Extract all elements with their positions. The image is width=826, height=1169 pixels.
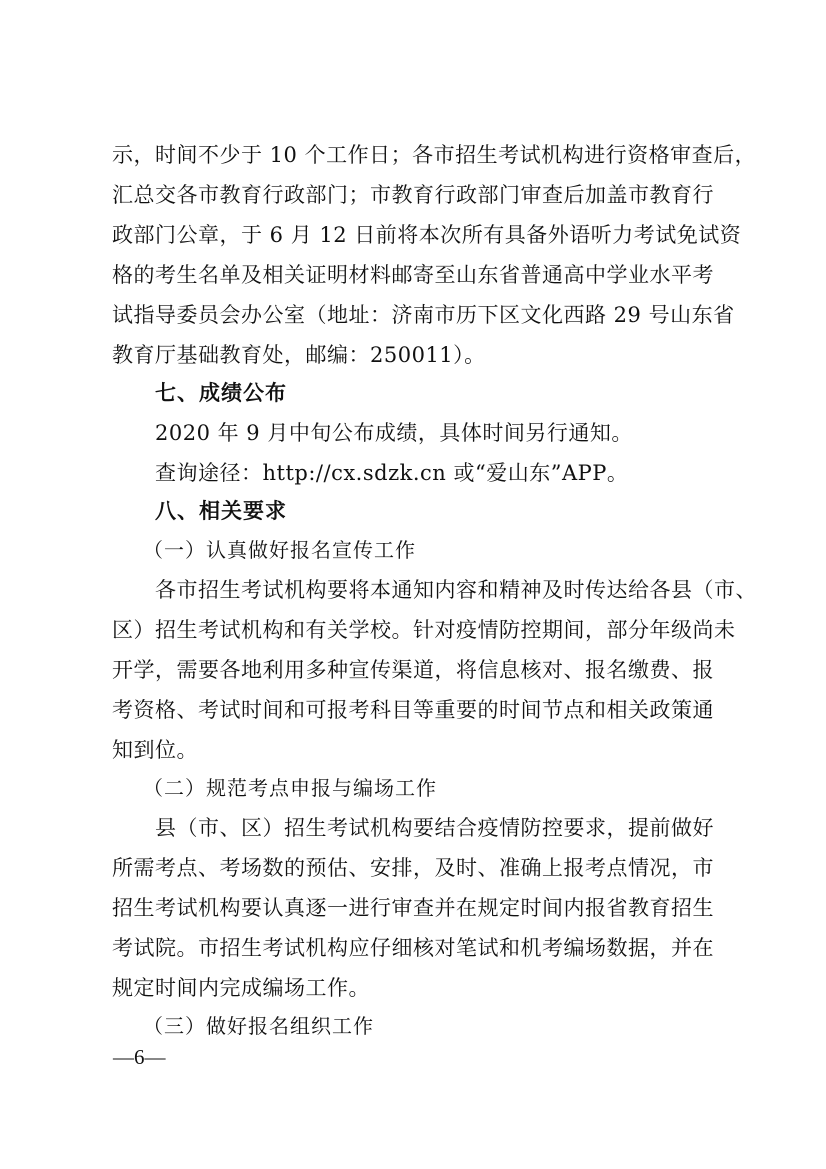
body-text-line: 考资格、考试时间和可报考科目等重要的时间节点和相关政策通 xyxy=(112,698,714,722)
subsection-heading: （三）做好报名组织工作 xyxy=(143,1014,374,1038)
body-text-line: 2020 年 9 月中旬公布成绩，具体时间另行通知。 xyxy=(155,421,633,445)
body-text-line: 示，时间不少于 10 个工作日；各市招生考试机构进行资格审查后， xyxy=(112,143,757,167)
body-text-line: 规定时间内完成编场工作。 xyxy=(112,976,370,1000)
body-text-line: 县（市、区）招生考试机构要结合疫情防控要求，提前做好 xyxy=(155,816,714,840)
subsection-heading: （一）认真做好报名宣传工作 xyxy=(143,538,416,562)
page-number: —6— xyxy=(113,1045,166,1069)
body-text-line: 招生考试机构要认真逐一进行审查并在规定时间内报省教育招生 xyxy=(112,896,714,920)
body-text-line: 汇总交各市教育行政部门；市教育行政部门审查后加盖市教育行 xyxy=(112,183,714,207)
body-text-line: 所需考点、考场数的预估、安排，及时、准确上报考点情况，市 xyxy=(112,856,714,880)
body-text-line: 考试院。市招生考试机构应仔细核对笔试和机考编场数据，并在 xyxy=(112,936,714,960)
subsection-heading: （二）规范考点申报与编场工作 xyxy=(143,776,437,800)
section-heading: 七、成绩公布 xyxy=(155,381,287,405)
body-text-line: 教育厅基础教育处，邮编：250011）。 xyxy=(112,343,486,367)
body-text-line: 开学，需要各地利用多种宣传渠道，将信息核对、报名缴费、报 xyxy=(112,658,714,682)
body-text-line: 试指导委员会办公室（地址：济南市历下区文化西路 29 号山东省 xyxy=(112,303,735,327)
body-text-line: 查询途径：http://cx.sdzk.cn 或“爱山东”APP。 xyxy=(155,461,629,485)
section-heading: 八、相关要求 xyxy=(155,499,287,523)
body-text-line: 区）招生考试机构和有关学校。针对疫情防控期间，部分年级尚未 xyxy=(112,618,736,642)
body-text-line: 各市招生考试机构要将本通知内容和精神及时传达给各县（市、 xyxy=(155,578,757,602)
body-text-line: 格的考生名单及相关证明材料邮寄至山东省普通高中学业水平考 xyxy=(112,263,714,287)
body-text-line: 知到位。 xyxy=(112,738,198,762)
body-text-line: 政部门公章，于 6 月 12 日前将本次所有具备外语听力考试免试资 xyxy=(112,223,742,247)
